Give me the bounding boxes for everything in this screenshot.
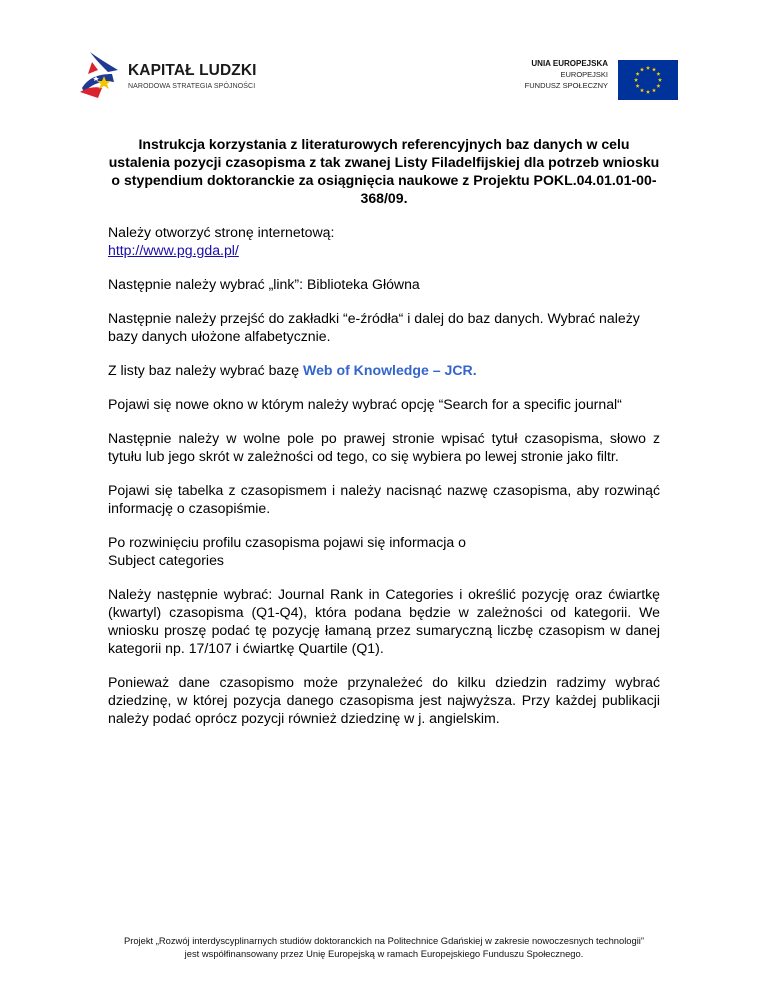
document-title: Instrukcja korzystania z literaturowych referencyjnych baz danych w celu ustalenia pozycji czasopisma z tak zwanej Listy Filadelfijskiej dla potrzeb wniosku o stypendium doktoranckie za osiągnięcia naukowe z Projektu POKL.04.01.01-00-368/09. <box>108 136 660 206</box>
paragraph-search-journal: Pojawi się nowe okno w którym należy wybrać opcję “Search for a specific journal“ <box>108 396 622 412</box>
kapital-ludzki-logo <box>78 48 278 108</box>
paragraph-journal-rank: Należy następnie wybrać: Journal Rank in Categories i określić pozycję oraz ćwiartkę (kwartyl) czasopisma (Q1-Q4), która podana będzie w zależności od kategorii. We wniosku proszę podać tę pozycję łamaną przez sumaryczną liczbę czasopism w danej kategorii np. 17/107 i ćwiartkę Quartile (Q1). <box>108 586 660 656</box>
kapital-ludzki-subtitle: NARODOWA STRATEGIA SPÓJNOŚCI <box>128 83 256 90</box>
eu-logo-line3: FUNDUSZ SPOŁECZNY <box>524 81 608 90</box>
paragraph-journal-table: Pojawi się tabelka z czasopismem i należy nacisnąć nazwę czasopisma, aby rozwinąć informację o czasopiśmie. <box>108 482 660 516</box>
eu-logo-text <box>512 58 608 91</box>
pg-website-link[interactable]: http://www.pg.gda.pl/ <box>108 242 239 258</box>
paragraph-select-library: Następnie należy wybrać „link”: Biblioteka Główna <box>108 276 420 292</box>
document-body <box>108 122 660 743</box>
database-name: Web of Knowledge – JCR. <box>303 362 477 378</box>
eu-flag-icon <box>618 60 678 100</box>
open-website-text: Należy otworzyć stronę internetową: <box>108 224 335 240</box>
footer-line-1: Projekt „Rozwój interdyscyplinarnych studiów doktoranckich na Politechnice Gdańskiej w zakresie nowoczesnych technologii” <box>123 935 645 946</box>
paragraph-select-database <box>108 361 660 379</box>
subject-categories-text: Subject categories <box>108 552 224 568</box>
eu-logo-line2: EUROPEJSKI <box>560 70 608 79</box>
kapital-ludzki-emblem-icon <box>78 48 122 104</box>
profile-info-text: Po rozwinięciu profilu czasopisma pojawi się informacja o <box>108 534 466 550</box>
paragraph-subject-categories <box>108 533 660 569</box>
page-footer <box>60 934 708 960</box>
eu-efs-logo <box>512 52 684 106</box>
paragraph-open-website <box>108 223 660 259</box>
select-database-text: Z listy baz należy wybrać bazę <box>108 362 304 378</box>
paragraph-e-sources: Następnie należy przejść do zakładki “e-źródła“ i dalej do baz danych. Wybrać należy bazy danych ułożone alfabetycznie. <box>108 310 640 344</box>
paragraph-enter-title: Następnie należy w wolne pole po prawej stronie wpisać tytuł czasopisma, słowo z tytułu lub jego skrót w zależności od tego, co się wybiera po lewej stronie jako filtr. <box>108 430 660 464</box>
footer-line-2: jest współfinansowany przez Unię Europejską w ramach Europejskiego Funduszu Społecznego. <box>184 948 584 959</box>
eu-logo-line1: UNIA EUROPEJSKA <box>531 59 608 68</box>
paragraph-choose-field: Ponieważ dane czasopismo może przynależeć do kilku dziedzin radzimy wybrać dziedzinę, w której pozycja danego czasopisma jest najwyższa. Przy każdej publikacji należy podać oprócz pozycji również dziedzinę w j. angielskim. <box>108 674 660 726</box>
kapital-ludzki-title: KAPITAŁ LUDZKI <box>128 62 257 79</box>
